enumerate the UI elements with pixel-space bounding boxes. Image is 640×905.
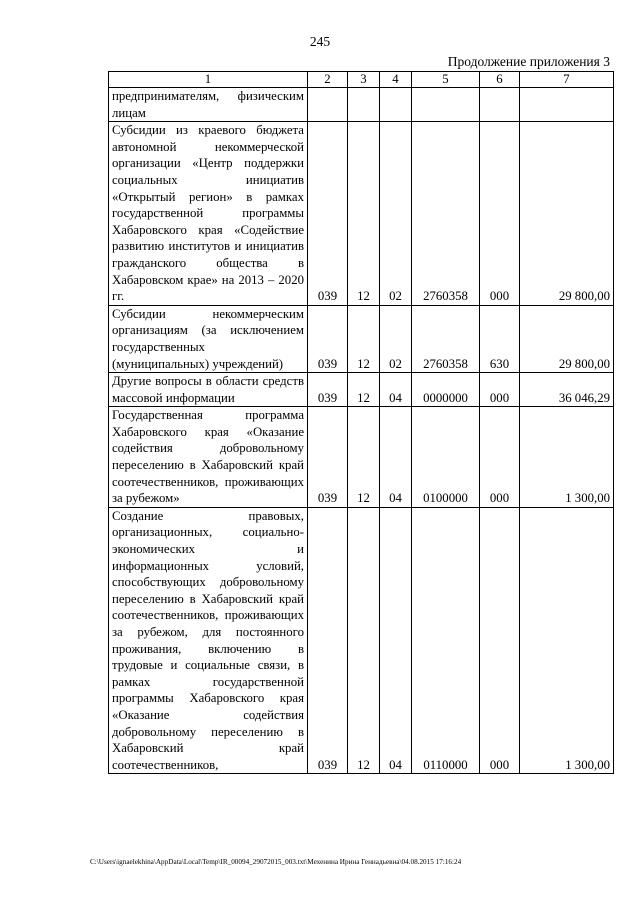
- row-target-article: 2760358: [412, 305, 480, 372]
- header-col-7: 7: [520, 72, 614, 88]
- row-amount: 36 046,29: [520, 373, 614, 407]
- row-section: 12: [348, 122, 380, 306]
- row-admin-code: [308, 88, 348, 122]
- row-section: [348, 88, 380, 122]
- header-row: [109, 72, 614, 88]
- row-expense-type: 630: [480, 305, 520, 372]
- row-target-article: 0000000: [412, 373, 480, 407]
- row-subsection: [380, 88, 412, 122]
- page-number: 245: [309, 34, 331, 49]
- row-admin-code: 039: [308, 122, 348, 306]
- header-col-4: 4: [380, 72, 412, 88]
- row-description: Другие вопросы в области средств массовой информации: [109, 373, 308, 407]
- row-subsection: 04: [380, 373, 412, 407]
- table-row: [109, 373, 614, 407]
- footer-file-path: C:\Users\ignaelekhina\AppData\Local\Temp\IR_00094_29072015_003.txt\Мехенина Ирина Геннадьевна\04.08.2015 17:16:24: [90, 858, 462, 866]
- row-amount: 1 300,00: [520, 407, 614, 508]
- row-description: Создание правовых, организационных, социально-экономических и информационных условий, способствующих добровольному переселению в Хабаровский край соотечественников, проживающих за рубежом, для постоянного проживания, включению в трудовые и социальные связи, в рамках государственной программы Хабаровского края «Оказание содействия добровольному переселению в Хабаровский край соотечественников,: [109, 507, 308, 774]
- budget-table: [108, 71, 614, 774]
- row-subsection: 02: [380, 122, 412, 306]
- table-row: [109, 507, 614, 774]
- header-col-6: 6: [480, 72, 520, 88]
- appendix-continuation-note: Продолжение приложения 3: [447, 54, 610, 69]
- row-section: 12: [348, 373, 380, 407]
- row-expense-type: 000: [480, 507, 520, 774]
- table-row: [109, 88, 614, 122]
- row-target-article: 2760358: [412, 122, 480, 306]
- table-row: [109, 407, 614, 508]
- row-subsection: 04: [380, 507, 412, 774]
- row-expense-type: [480, 88, 520, 122]
- row-description: предпринимателям, физическим лицам: [109, 88, 308, 122]
- header-col-3: 3: [348, 72, 380, 88]
- row-subsection: 04: [380, 407, 412, 508]
- row-description: Субсидии из краевого бюджета автономной некоммерческой организации «Центр поддержки социальных инициатив «Открытый регион» в рамках государственной программы Хабаровского края «Содействие развитию институтов и инициатив гражданского общества в Хабаровском крае» на 2013 – 2020 гг.: [109, 122, 308, 306]
- row-expense-type: 000: [480, 373, 520, 407]
- row-section: 12: [348, 507, 380, 774]
- row-section: 12: [348, 305, 380, 372]
- row-description: Государственная программа Хабаровского края «Оказание содействия добровольному переселению в Хабаровский край соотечественников, проживающих за рубежом»: [109, 407, 308, 508]
- row-amount: [520, 88, 614, 122]
- row-target-article: [412, 88, 480, 122]
- row-admin-code: 039: [308, 373, 348, 407]
- header-col-2: 2: [308, 72, 348, 88]
- row-target-article: 0110000: [412, 507, 480, 774]
- row-amount: 1 300,00: [520, 507, 614, 774]
- row-admin-code: 039: [308, 407, 348, 508]
- table-row: [109, 305, 614, 372]
- header-col-5: 5: [412, 72, 480, 88]
- table-row: [109, 122, 614, 306]
- row-section: 12: [348, 407, 380, 508]
- row-amount: 29 800,00: [520, 305, 614, 372]
- row-subsection: 02: [380, 305, 412, 372]
- row-admin-code: 039: [308, 507, 348, 774]
- row-expense-type: 000: [480, 407, 520, 508]
- row-admin-code: 039: [308, 305, 348, 372]
- row-expense-type: 000: [480, 122, 520, 306]
- row-target-article: 0100000: [412, 407, 480, 508]
- row-description: Субсидии некоммерческим организациям (за исключением государственных (муниципальных) учреждений): [109, 305, 308, 372]
- row-amount: 29 800,00: [520, 122, 614, 306]
- header-col-1: 1: [109, 72, 308, 88]
